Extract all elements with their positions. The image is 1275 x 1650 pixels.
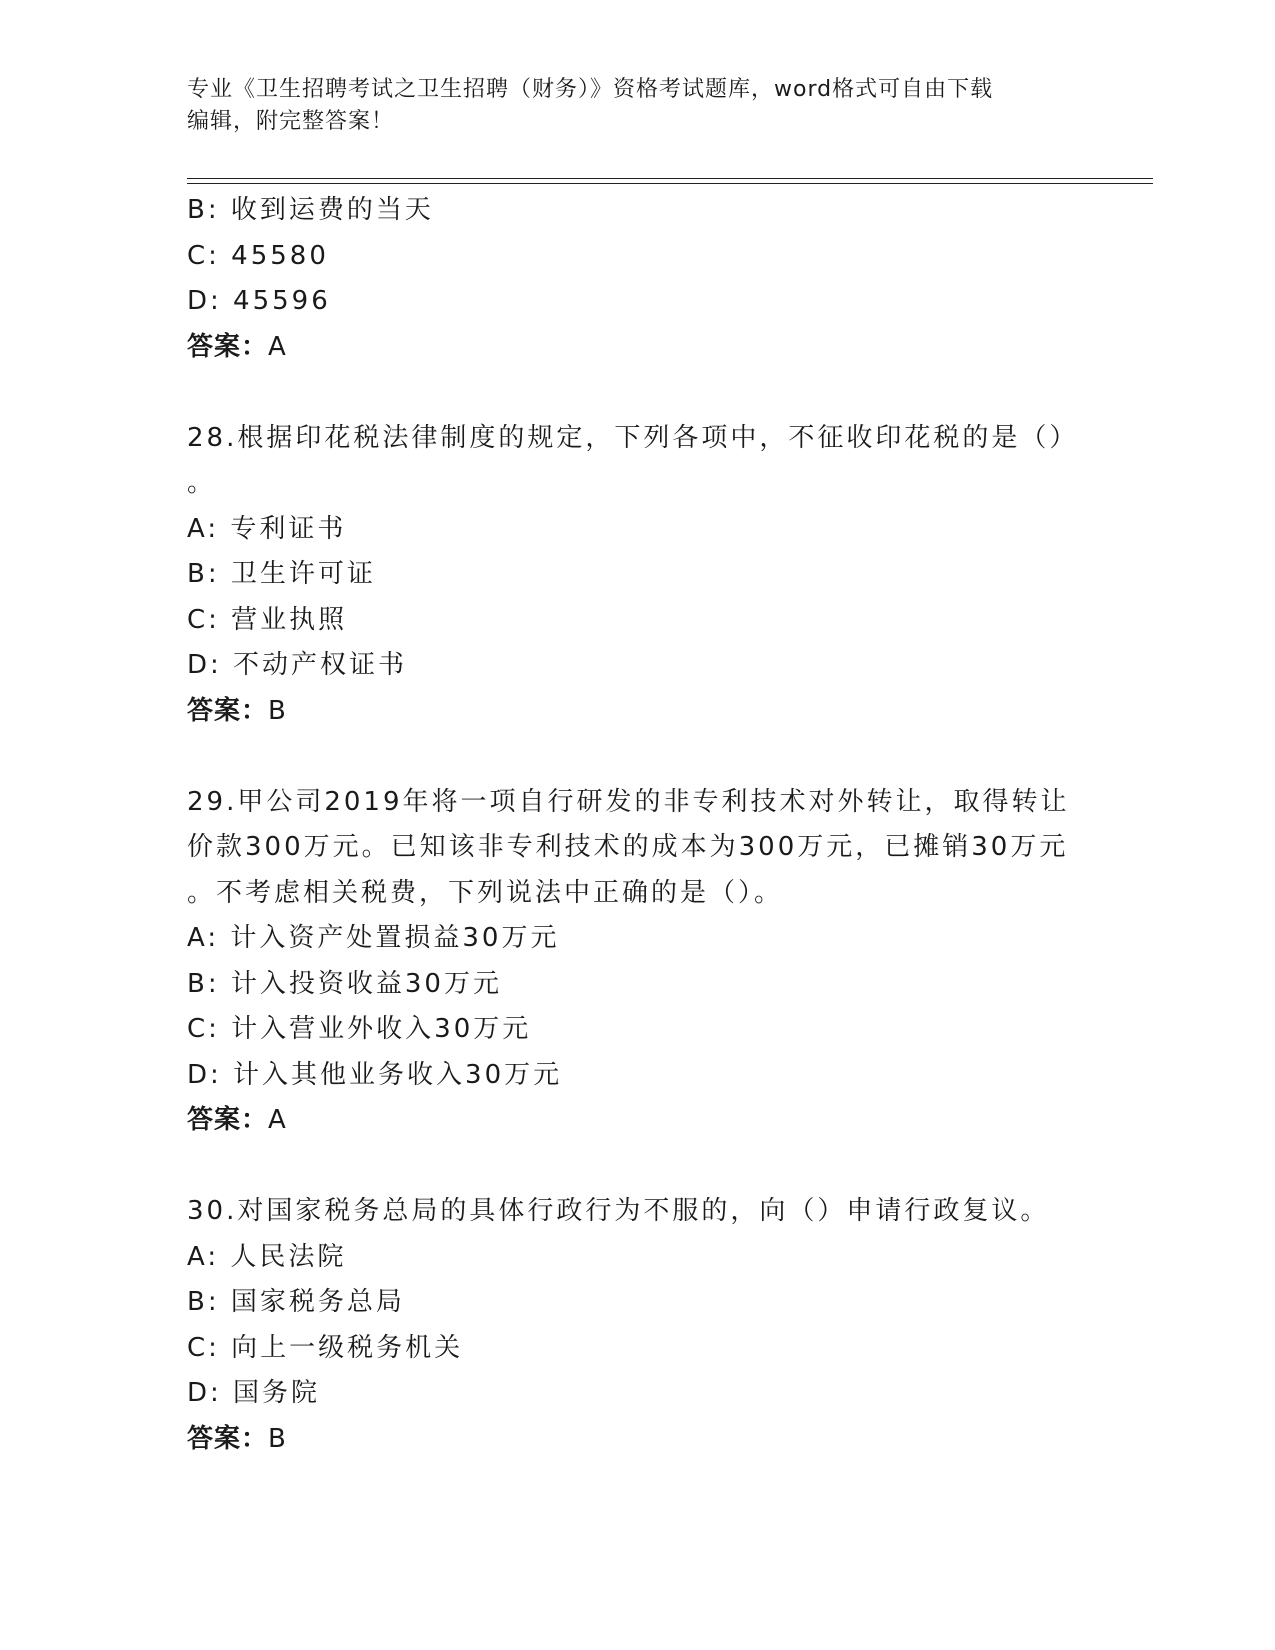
answer-value: A xyxy=(268,331,287,362)
answer-value: A xyxy=(268,1105,287,1135)
question-29 xyxy=(187,780,1087,1144)
spacer xyxy=(187,370,1087,416)
option-b: B: 收到运费的当天 xyxy=(187,195,434,225)
header-line-2: 编辑，附完整答案！ xyxy=(187,109,395,134)
answer-label: 答案： xyxy=(187,331,269,362)
option-b: B: 卫生许可证 xyxy=(187,559,376,589)
answer-line xyxy=(187,689,1087,735)
answer-label: 答案： xyxy=(187,1105,269,1135)
spacer xyxy=(187,1144,1087,1190)
option-d: D: 计入其他业务收入30万元 xyxy=(187,1059,563,1090)
option-c: C: 向上一级税务机关 xyxy=(187,1332,464,1363)
option-d: D: 国务院 xyxy=(187,1378,321,1408)
answer-value: B xyxy=(268,1423,287,1454)
option-b: B: 国家税务总局 xyxy=(187,1287,405,1317)
question-text: 29.甲公司2019年将一项自行研发的非专利技术对外转让，取得转让 xyxy=(187,786,1070,817)
question-text-cont: 价款300万元。已知该非专利技术的成本为300万元，已摊销30万元 xyxy=(187,832,1069,862)
option-c: C: 营业执照 xyxy=(187,604,348,635)
question-27-tail xyxy=(187,188,1087,370)
answer-line xyxy=(187,1417,1087,1463)
question-text: 28.根据印花税法律制度的规定，下列各项中，不征收印花税的是（） xyxy=(187,422,1079,453)
header-divider-top xyxy=(187,178,1153,179)
option-a: A: 专利证书 xyxy=(187,513,347,544)
question-text-cont: 。不考虑相关税费，下列说法中正确的是（）。 xyxy=(187,877,784,908)
option-b: B: 计入投资收益30万元 xyxy=(187,968,502,999)
question-28 xyxy=(187,416,1087,735)
option-c: C: 45580 xyxy=(187,240,329,271)
question-list xyxy=(187,188,1087,1462)
header-divider-bottom xyxy=(187,183,1153,184)
spacer xyxy=(187,734,1087,780)
option-d: D: 45596 xyxy=(187,286,331,316)
option-c: C: 计入营业外收入30万元 xyxy=(187,1014,532,1044)
answer-label: 答案： xyxy=(187,1423,269,1454)
answer-value: B xyxy=(268,695,287,726)
option-d: D: 不动产权证书 xyxy=(187,650,408,680)
answer-label: 答案： xyxy=(187,695,269,726)
header-line-1: 专业《卫生招聘考试之卫生招聘（财务）》资格考试题库，word格式可自由下载 xyxy=(187,77,994,102)
document-header xyxy=(187,74,1087,138)
question-30 xyxy=(187,1189,1087,1462)
option-a: A: 人民法院 xyxy=(187,1241,347,1272)
answer-line xyxy=(187,325,1087,371)
question-text-cont: 。 xyxy=(187,468,217,498)
option-a: A: 计入资产处置损益30万元 xyxy=(187,923,560,953)
answer-line xyxy=(187,1098,1087,1144)
question-text: 30.对国家税务总局的具体行政行为不服的，向（）申请行政复议。 xyxy=(187,1196,1050,1226)
